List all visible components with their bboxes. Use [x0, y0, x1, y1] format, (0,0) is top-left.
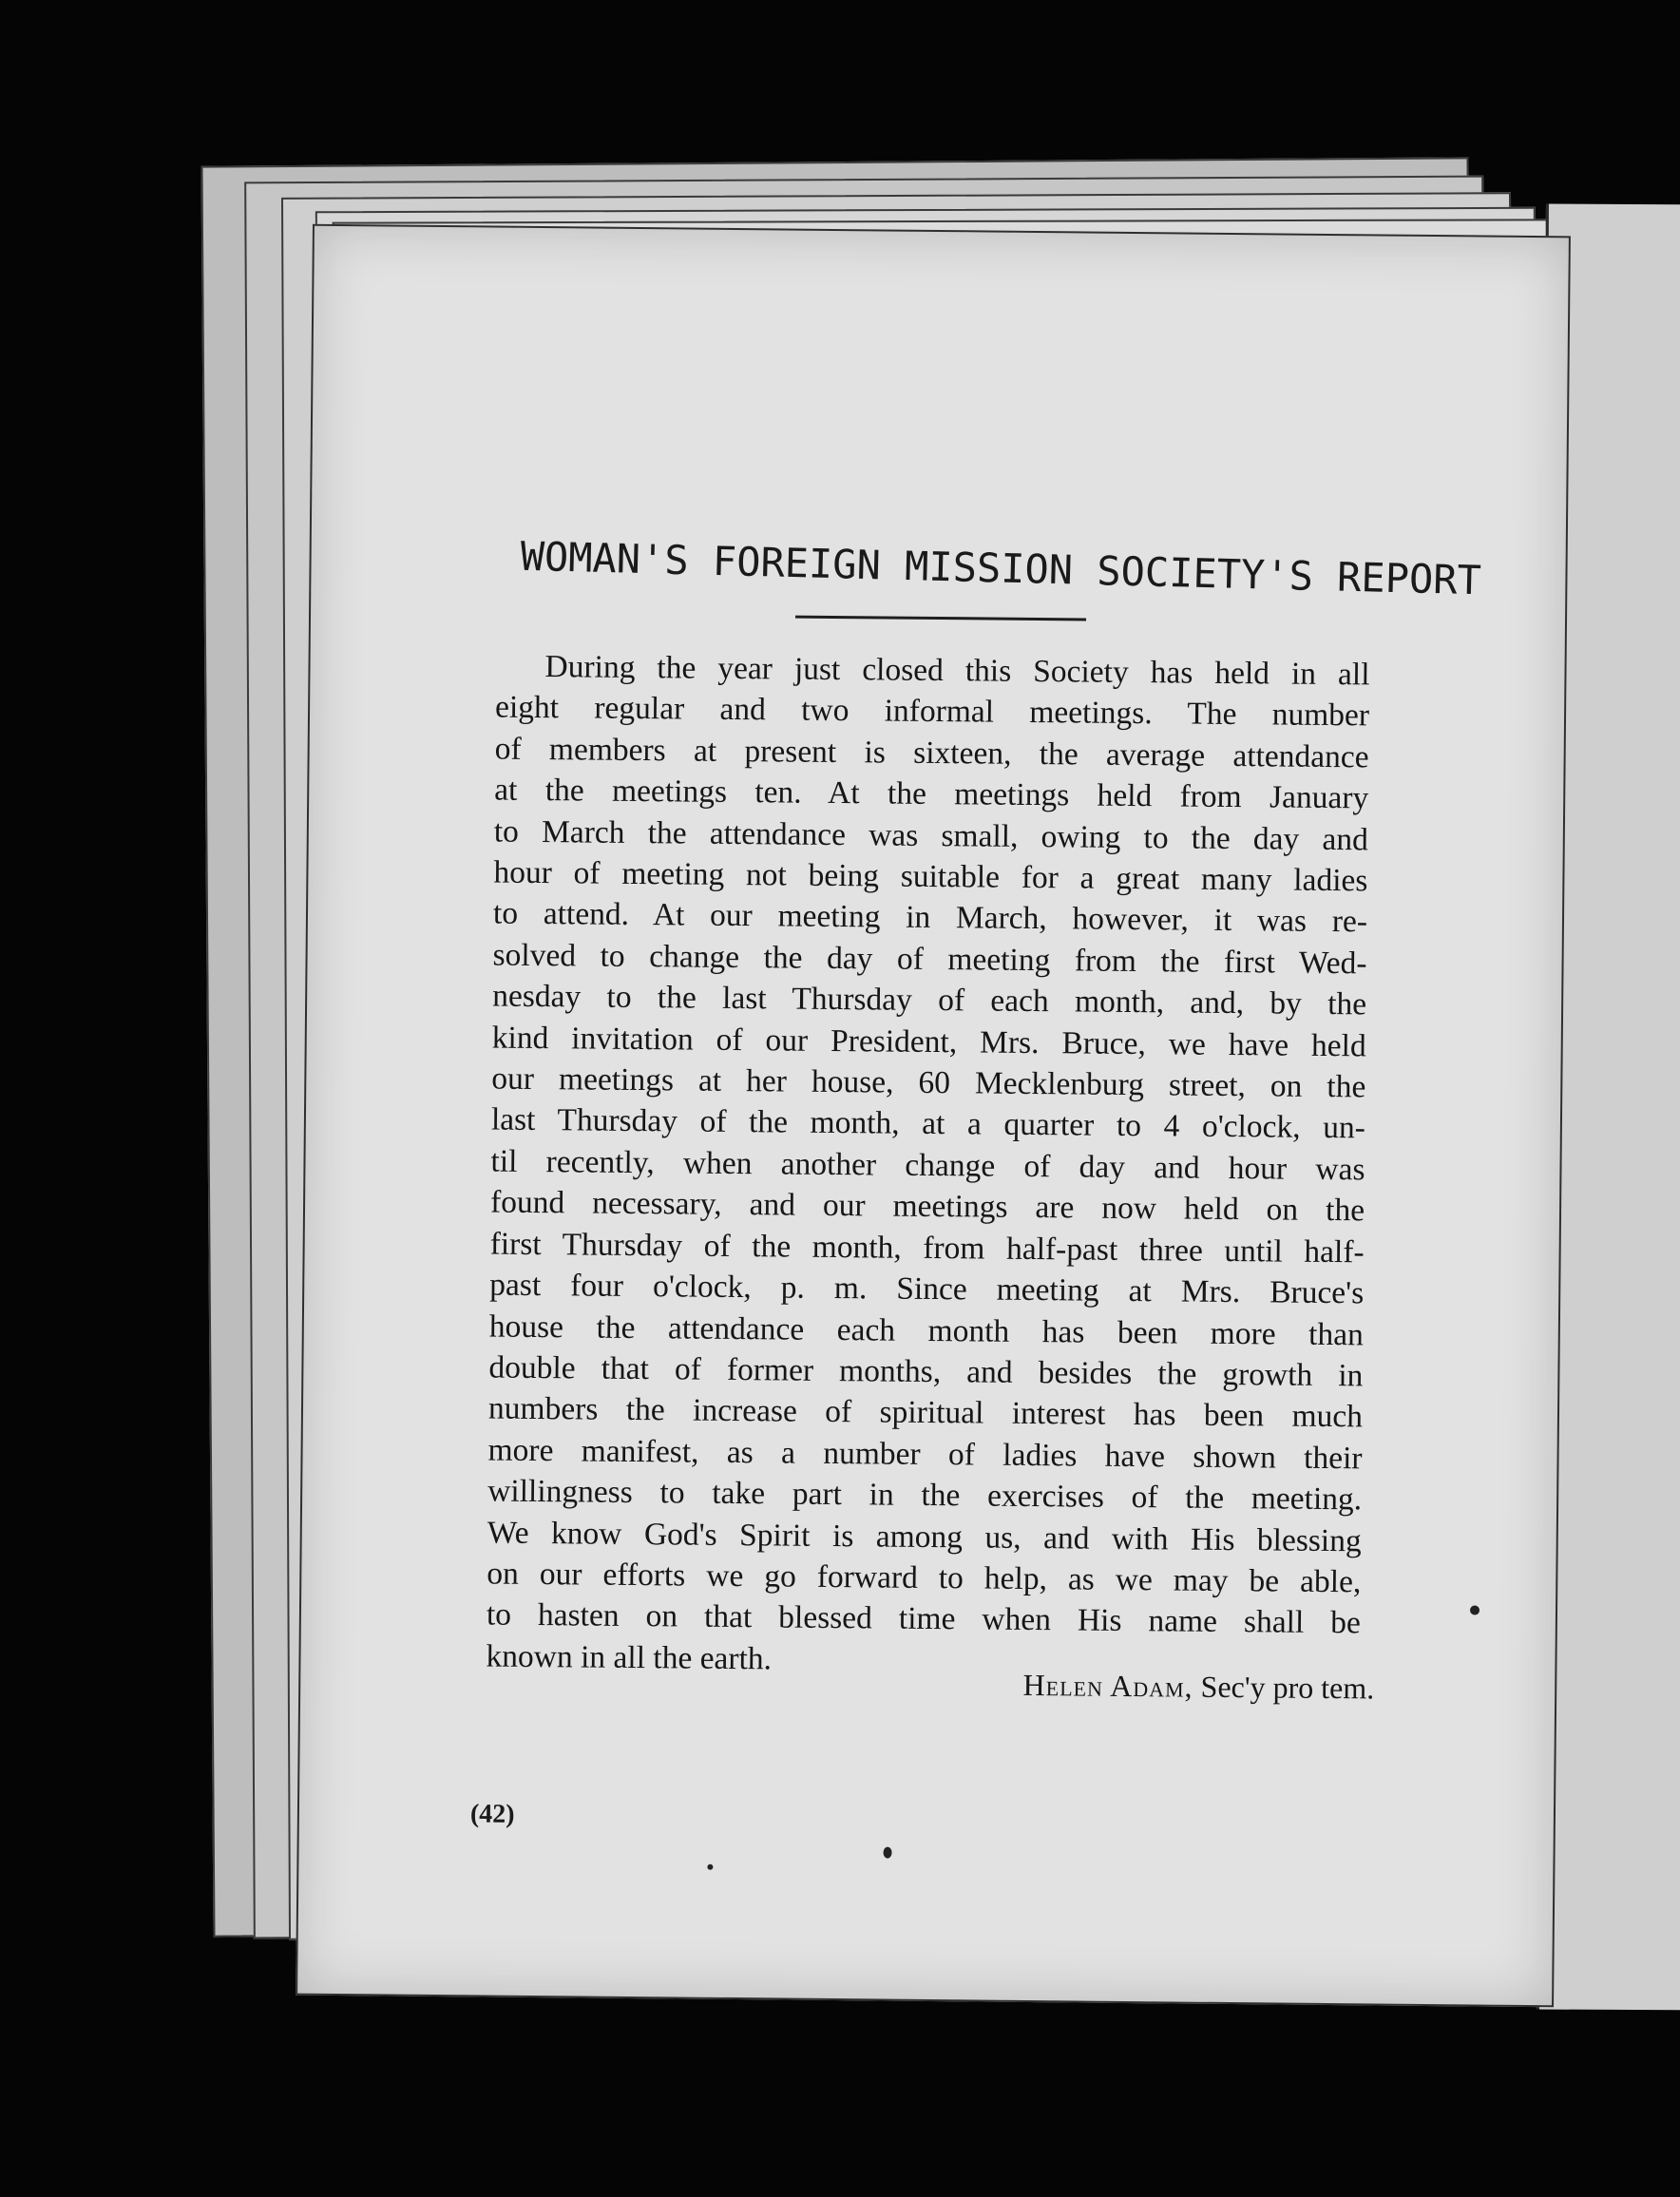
body-line: more manifest, as a number of ladies have shown their	[487, 1432, 1363, 1477]
body-line: first Thursday of the month, from half-past three until half-	[489, 1226, 1365, 1270]
body-line: hour of meeting not being suitable for a great many ladies	[493, 854, 1368, 899]
title-rule	[795, 616, 1086, 621]
body-line: house the attendance each month has been more than	[488, 1309, 1364, 1352]
body-line: our meetings at her house, 60 Mecklenburg street, on the	[491, 1060, 1366, 1105]
body-line: to attend. At our meeting in March, however, it was re-	[492, 895, 1368, 940]
body-line: nesday to the last Thursday of each month, and, by the	[492, 978, 1367, 1022]
body-line: During the year just closed this Society has held in all	[544, 649, 1370, 693]
body-line: willingness to take part in the exercises of the meeting.	[487, 1473, 1363, 1518]
body-line: past four o'clock, p. m. Since meeting at Mrs. Bruce's	[489, 1267, 1365, 1311]
page-number: (42)	[469, 1799, 515, 1829]
body-line: of members at present is sixteen, the average attendance	[494, 731, 1369, 775]
signature-name: Helen Adam,	[1022, 1667, 1193, 1704]
body-line: numbers the increase of spiritual interest has been much	[487, 1390, 1364, 1435]
body-line: at the meetings ten. At the meetings held from January	[494, 772, 1369, 816]
body-line: We know God's Spirit is among us, and with His blessing	[487, 1515, 1362, 1558]
body-line: kind invitation of our President, Mrs. Bruce, we have held	[491, 1020, 1366, 1064]
ink-speck	[1470, 1605, 1480, 1614]
report-body	[486, 646, 1369, 1686]
body-line: on our efforts we go forward to help, as we may be able,	[487, 1556, 1362, 1600]
page-title: WOMAN'S FOREIGN MISSION SOCIETY'S REPORT	[520, 532, 1482, 604]
body-line: known in all the earth.	[486, 1638, 773, 1677]
ink-speck	[883, 1847, 891, 1859]
book-page	[296, 224, 1571, 2008]
body-line: eight regular and two informal meetings. The number	[494, 689, 1370, 734]
body-line: to March the attendance was small, owing to the day and	[493, 813, 1368, 858]
body-line: double that of former months, and besides the growth in	[488, 1349, 1364, 1394]
ink-speck	[707, 1864, 713, 1870]
body-line: found necessary, and our meetings are now held on the	[489, 1184, 1365, 1229]
signature-role: Sec'y pro tem.	[1200, 1669, 1375, 1706]
body-line: to hasten on that blessed time when His name shall be	[486, 1596, 1362, 1641]
body-line: solved to change the day of meeting from the first Wed-	[492, 937, 1367, 982]
body-line: last Thursday of the month, at a quarter to 4 o'clock, un-	[490, 1102, 1366, 1146]
signature	[842, 1666, 1374, 1706]
body-line: til recently, when another change of day and hour was	[490, 1143, 1365, 1188]
